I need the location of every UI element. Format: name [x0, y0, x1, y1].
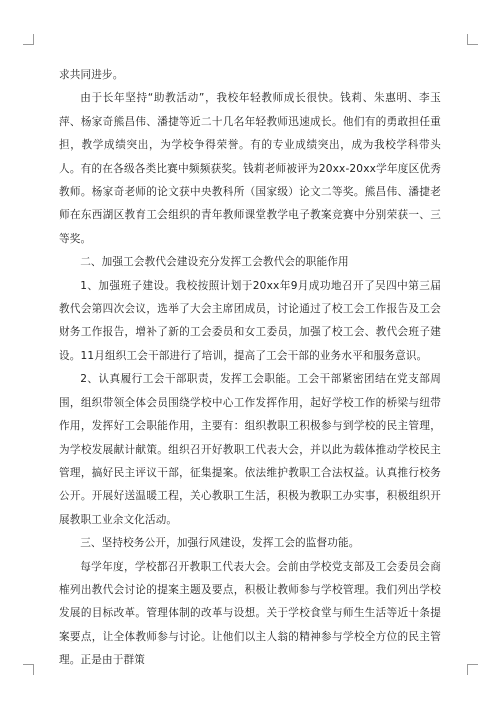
paragraph-continuation: 求共同进步。: [59, 69, 124, 81]
crop-mark-bottom-left: [23, 664, 34, 675]
paragraph-teacher-growth: 由于长年坚持“助教活动”，我校年轻教师成长很快。钱莉、朱惠明、李玉萍、杨家奇熊昌伟、潘捷等近二十几名年轻教师迅速成长。他们有的勇敢担任重担，教学成绩突出，为学校争得荣誉。有的专业成绩突出，成为我校学科带头人。有的在各级各类比赛中频频获奖。钱莉老师被评为20xx-20xx学年度区优秀教师。杨家奇老师的论文获中央教科所（国家级）论文二等奖。熊昌伟、潘捷老师在东西湖区教育工会组织的青年教师课堂教学电子教案竞赛中分别荣获一、三等奖。: [59, 92, 441, 245]
document-body: [59, 64, 441, 673]
crop-mark-top-right: [467, 34, 478, 45]
section-heading-two: 二、加强工会教代会建设充分发挥工会教代会的职能作用: [80, 256, 349, 269]
paragraph-team-building: 1、加强班子建设。我校按照计划于20xx年9月成功地召开了吴四中第三届教代会第四次会议，选举了大会主席团成员，讨论通过了校工会工作报告及工会财务工作报告，增补了新的工会委员和女工委员，加强了校工会、教代会班子建设。11月组织工会干部进行了培训，提高了工会干部的业务水平和服务意识。: [59, 279, 441, 362]
paragraph-union-duties: 2、认真履行工会干部职责，发挥工会职能。工会干部紧密团结在党支部周围，组织带领全体会员围绕学校中心工作发挥作用，起好学校工作的桥梁与纽带作用，发挥好工会职能作用，主要有：组织教职工积极参与到学校的民主管理，为学校发展献计献策。组织召开好教职工代表大会，并以此为载体推动学校民主管理，搞好民主评议干部，征集提案。依法维护教职工合法权益。认真推行校务公开。开展好送温暖工程，关心教职工生活，积极为教职工办实事，积极组织开展教职工业余文化活动。: [59, 373, 441, 526]
section-heading-three: 三、坚持校务公开，加强行风建设，发挥工会的监督功能。: [80, 537, 360, 550]
crop-mark-bottom-right: [467, 664, 478, 675]
paragraph-staff-congress: 每学年度，学校都召开教职工代表大会。会前由学校党支部及工会委员会商榷列出教代会讨论的提案主题及要点，积极让教师参与学校管理。我们列出学校发展的目标改革。管理体制的改革与设想。关于学校食堂与师生生活等近十条提案要点，让全体教师参与讨论。让他们以主人翁的精神参与学校全方位的民主管理。正是由于群策: [59, 560, 441, 667]
crop-mark-top-left: [23, 34, 34, 45]
